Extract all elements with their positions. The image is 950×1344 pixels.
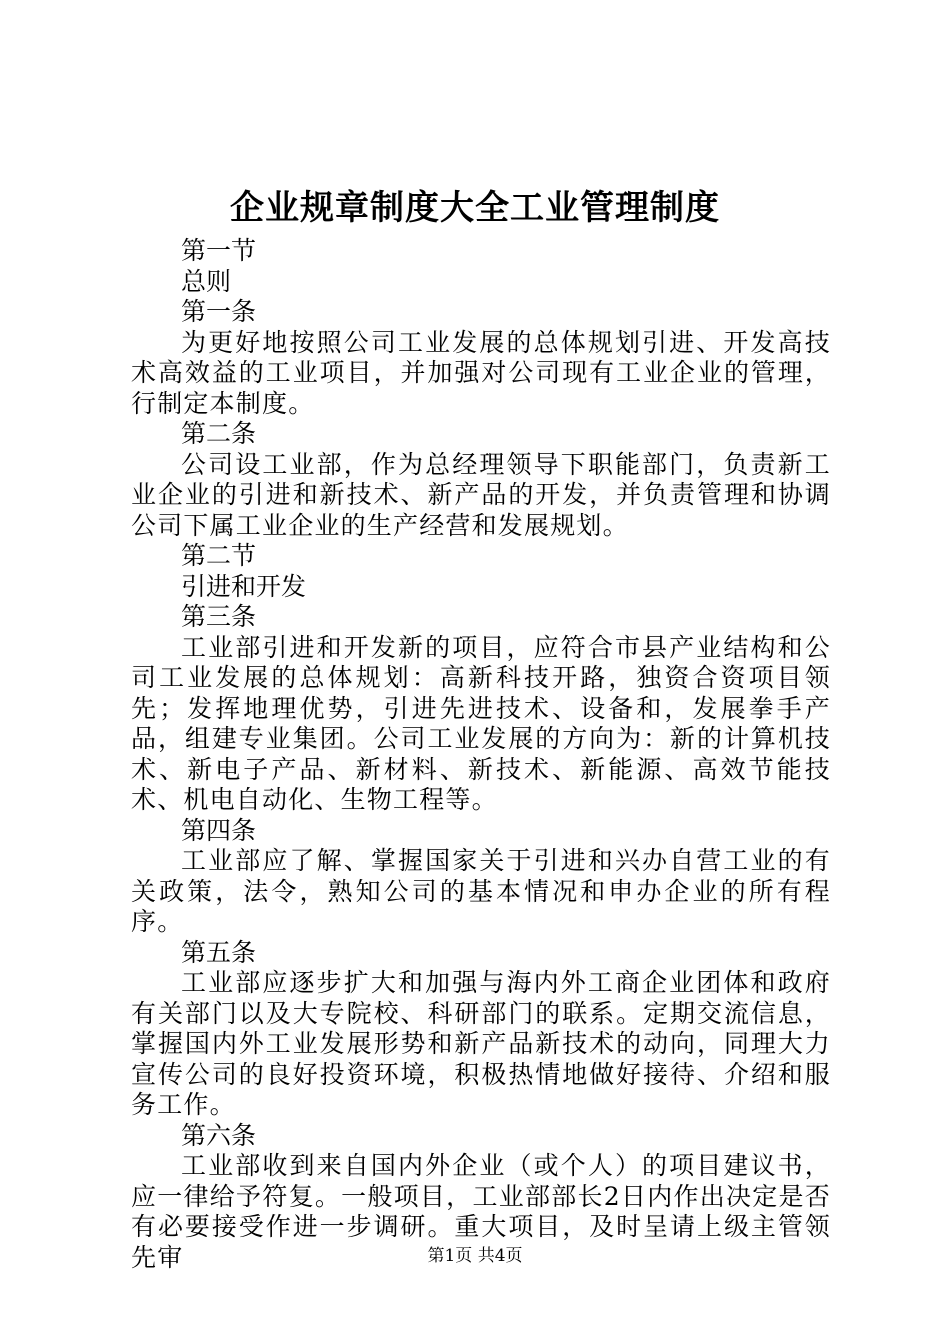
section-heading: 第五条 <box>181 937 257 967</box>
section-heading: 引进和开发 <box>181 571 307 601</box>
body-paragraph: 公司设工业部，作为总经理领导下职能部门，负责新工业企业的引进和新技术、新产品的开发，并负责管理和协调公司下属工业企业的生产经营和发展规划。 <box>131 449 831 540</box>
document-title: 企业规章制度大全工业管理制度 <box>230 188 720 228</box>
body-paragraph: 工业部收到来自国内外企业（或个人）的项目建议书，应一律给予符复。一般项目，工业部部长2日内作出决定是否有必要接受作进一步调研。重大项目，及时呈请上级主管领先审 <box>131 1151 831 1272</box>
body-paragraph: 工业部应了解、掌握国家关于引进和兴办自营工业的有关政策，法令，熟知公司的基本情况和申办企业的所有程序。 <box>131 846 831 936</box>
section-heading: 第二条 <box>181 419 257 448</box>
body-paragraph: 工业部应逐步扩大和加强与海内外工商企业团体和政府有关部门以及大专院校、科研部门的联系。定期交流信息，掌握国内外工业发展形势和新产品新技术的动向，同理大力宣传公司的良好投资环境，积极热情地做好接待、介绍和服务工作。 <box>131 968 831 1119</box>
section-heading: 第一条 <box>181 297 257 326</box>
section-heading: 第三条 <box>181 602 257 631</box>
body-paragraph: 为更好地按照公司工业发展的总体规划引进、开发高技术高效益的工业项目，并加强对公司现有工业企业的管理，行制定本制度。 <box>131 327 831 418</box>
document-body <box>131 236 831 1273</box>
page-number-footer: 第1页 共4页 <box>427 1246 523 1266</box>
section-heading: 总则 <box>181 266 232 296</box>
section-heading: 第四条 <box>181 815 257 845</box>
section-heading: 第二节 <box>181 541 257 570</box>
section-heading: 第一节 <box>181 236 257 265</box>
body-paragraph: 工业部引进和开发新的项目，应符合市县产业结构和公司工业发展的总体规划：高新科技开路，独资合资项目领先；发挥地理优势，引进先进技术、设备和，发展拳手产品，组建专业集团。公司工业发展的方向为：新的计算机技术、新电子产品、新材料、新技术、新能源、高效节能技术、机电自动化、生物工程等。 <box>131 632 831 814</box>
section-heading: 第六条 <box>181 1120 257 1150</box>
